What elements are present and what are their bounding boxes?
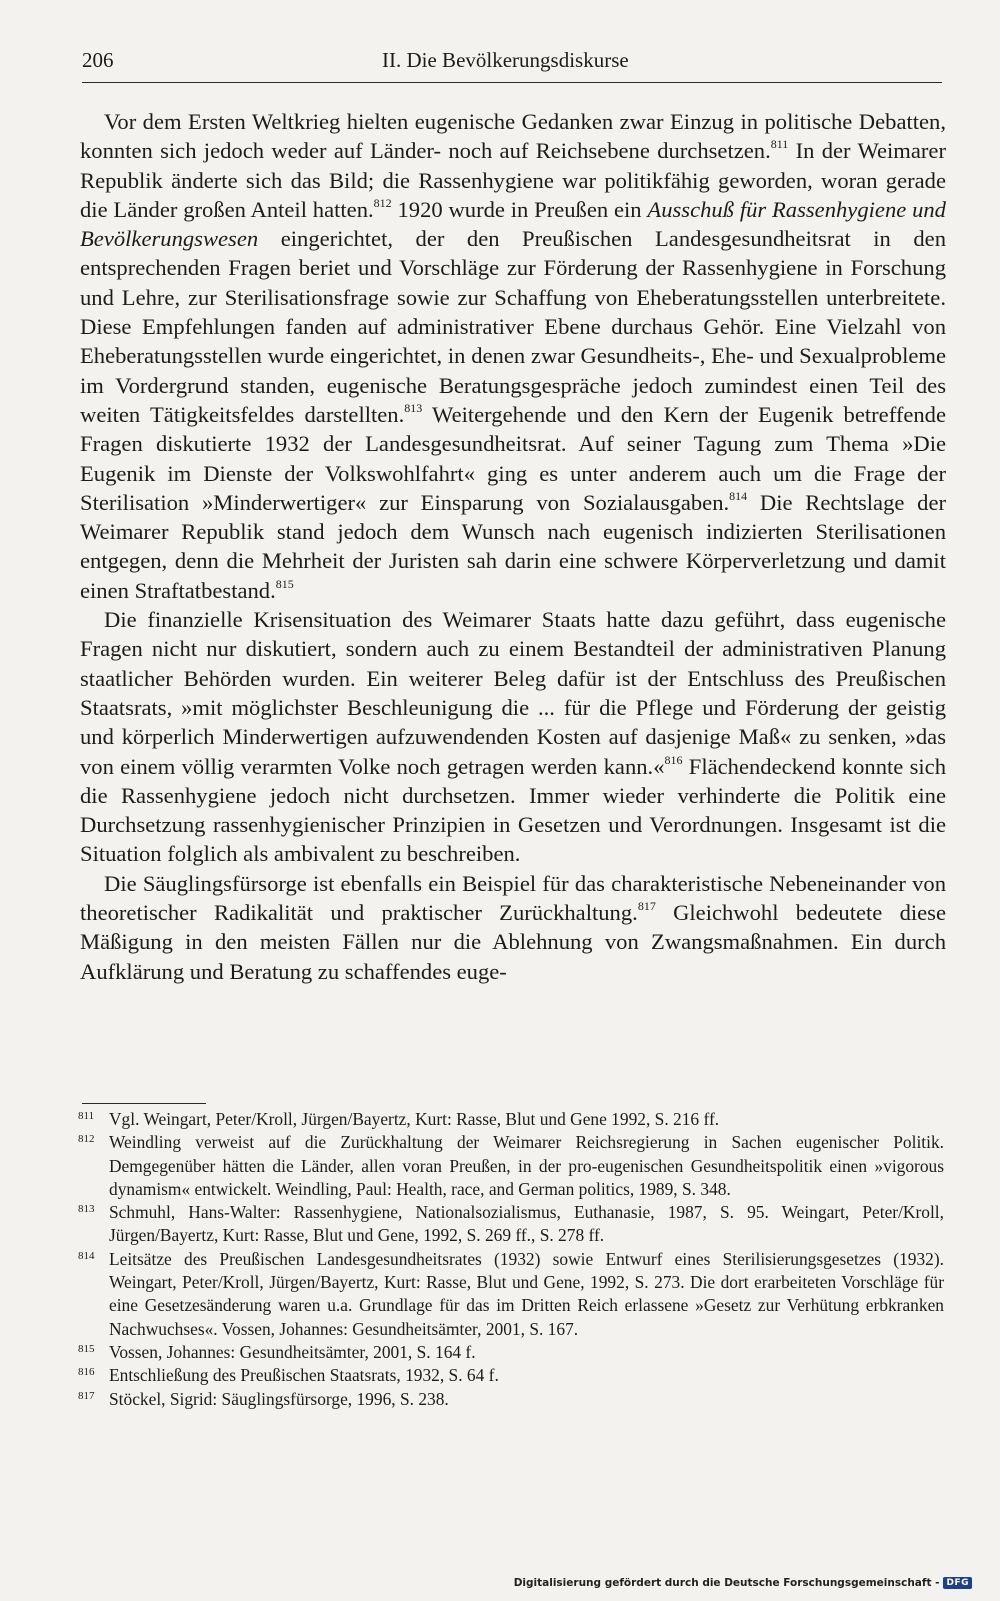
footnote-text: Weindling verweist auf die Zurückhaltung der Weimarer Reichsregierung in Sachen eugenischer Politik. Demgegenüber hätten die Länder, allen voran Preußen, in der pro-eugenischen Gesundheitspolitik einen »vigorous dynamism« entwickelt. Weindling, Paul: Health, race, and German politics, 1989, S. 348. (109, 1132, 944, 1199)
footnote-text: Schmuhl, Hans-Walter: Rassenhygiene, Nationalsozialismus, Euthanasie, 1987, S. 95. Weingart, Peter/Kroll, Jürgen/Bayertz, Kurt: Rasse, Blut und Gene, 1992, S. 269 ff., S. 278 ff. (109, 1202, 944, 1246)
paragraph-3 (80, 869, 946, 986)
dfg-logo-icon: DFG (943, 1577, 972, 1589)
text-run: Weitergehende und den Kern der Eugenik betreffende Fragen diskutierte 1932 der Landesgesundheitsrat. Auf seiner Tagung zum Thema »Die Eugenik im Dienste der Volkswohlfahrt« ging es unter anderem auch um die Frage der Sterilisation »Minderwertiger« zur Einsparung von Sozialausgaben. (80, 401, 946, 515)
footnote-number: 815 (78, 1342, 95, 1355)
text-run: Gleichwohl bedeutete diese Mäßigung in den meisten Fällen nur die Ablehnung von Zwangsmaßnahmen. Ein durch Aufklärung und Beratung zu schaffendes euge- (80, 900, 947, 984)
footnote-number: 813 (78, 1203, 95, 1216)
footnote-text: Entschließung des Preußischen Staatsrats, 1932, S. 64 f. (109, 1365, 499, 1386)
footnote-text: Vossen, Johannes: Gesundheitsämter, 2001, S. 164 f. (109, 1341, 476, 1362)
text-run: eingerichtet, der den Preußischen Landesgesundheitsrat in den entsprechenden Fragen beriet und Vorschläge zur Förderung der Rassenhygiene in Forschung und Lehre, zur Sterilisationsfrage sowie zur Schaffung von Eheberatungsstellen unterbreitete. Diese Empfehlungen fanden auf administrativer Ebene durchaus Gehör. Eine Vielzahl von Eheberatungsstellen wurde eingerichtet, in denen zwar Gesundheits-, Ehe- und Sexualprobleme im Vordergrund standen, eugenische Beratungsgespräche jedoch zumindest einen Teil des weiten Tätigkeitsfeldes darstellten. (80, 226, 946, 427)
text-run: Die finanzielle Krisensituation des Weimarer Staats hatte dazu geführt, dass eugenische Fragen nicht nur diskutiert, sondern auch zu einem Bestandteil der administrativen Planung staatlicher Behörden wurden. Ein weiterer Beleg dafür ist der Entschluss des Preußischen Staatsrats, »mit möglichster Beschleunigung die ... für die Pflege und Förderung der geistig und körperlich Minderwertigen aufzuwendenden Kosten auf dasjenige Maß« zu senken, »das von einem völlig verarmten Volke noch getragen werden kann.« (80, 607, 946, 779)
footnotes (78, 1108, 944, 1411)
text-run: Die Säuglingsfürsorge ist ebenfalls ein Beispiel für das charakteristische Nebeneinander von theoretischer Radikalität und praktischer Zurückhaltung. (80, 870, 946, 926)
footnote-number: 817 (78, 1389, 95, 1402)
footnote (78, 1388, 944, 1411)
footnote-ref[interactable]: 815 (275, 576, 294, 591)
text-run: Die Rechtslage der Weimarer Republik stand jedoch dem Wunsch nach eugenisch indizierten Sterilisationen entgegen, denn die Mehrheit der Juristen sah darin eine schwere Körperverletzung und damit einen Straftatbestand. (80, 489, 946, 603)
text-run: 1920 wurde in Preußen ein (391, 196, 648, 222)
footnote-text: Stöckel, Sigrid: Säuglingsfürsorge, 1996, S. 238. (109, 1388, 449, 1409)
page-header (82, 46, 942, 78)
footnote-number: 814 (78, 1249, 95, 1262)
text-run: Vor dem Ersten Weltkrieg hielten eugenische Gedanken zwar Einzug in politische Debatten, konnten sich jedoch weder auf Länder- noch auf Reichsebene durchsetzen. (80, 109, 946, 164)
text-run: In der Weimarer Republik änderte sich das Bild; die Rassenhygiene war politikfähig geworden, woran gerade die Länder großen Anteil hatten. (80, 138, 946, 222)
italic-title: Ausschuß für Rassenhygiene und Bevölkerungswesen (80, 196, 946, 252)
paragraph-1 (80, 107, 946, 605)
footnote-text: Vgl. Weingart, Peter/Kroll, Jürgen/Bayertz, Kurt: Rasse, Blut und Gene 1992, S. 216 ff. (109, 1109, 720, 1129)
footnote (78, 1364, 944, 1387)
footnote-ref[interactable]: 811 (770, 137, 789, 152)
footnote-rule (82, 1103, 206, 1104)
footnote-ref[interactable]: 817 (637, 899, 656, 914)
footnote-ref[interactable]: 812 (373, 195, 392, 210)
footnote (78, 1131, 944, 1201)
footnote-number: 812 (78, 1133, 95, 1146)
footnote-ref[interactable]: 816 (664, 752, 683, 767)
footnote-ref[interactable]: 813 (404, 400, 423, 415)
page-number: 206 (82, 48, 114, 72)
footnote (78, 1341, 944, 1364)
digitization-credit (514, 1577, 972, 1589)
paragraph-2 (80, 605, 946, 869)
credit-text: Digitalisierung gefördert durch die Deutsche Forschungsgemeinschaft - (513, 1577, 940, 1589)
text-run: Flächendeckend konnte sich die Rassenhygiene jedoch nicht durchsetzen. Immer wieder verhinderte die Politik eine Durchsetzung rassenhygienischer Prinzipien in Gesetzen und Verordnungen. Insgesamt ist die Situation folglich als ambivalent zu beschreiben. (80, 753, 946, 867)
footnote-number: 811 (78, 1110, 95, 1122)
running-head: II. Die Bevölkerungsdiskurse (382, 48, 629, 72)
footnote-text: Leitsätze des Preußischen Landesgesundheitsrates (1932) sowie Entwurf eines Sterilisierungsgesetzes (1932). Weingart, Peter/Kroll, Jürgen/Bayertz, Kurt: Rasse, Blut und Gene, 1992, S. 273. Die dort erarbeiteten Vorschläge für eine Gesetzesänderung waren u.a. Grundlage für das im Dritten Reich erlassene »Gesetz zur Verhütung erbkranken Nachwuchses«. Vossen, Johannes: Gesundheitsämter, 2001, S. 167. (109, 1248, 944, 1339)
footnote-number: 816 (78, 1366, 95, 1379)
header-rule (82, 82, 942, 83)
footnote (78, 1108, 944, 1131)
main-text (80, 107, 946, 986)
footnote-ref[interactable]: 814 (729, 488, 748, 503)
footnote (78, 1201, 944, 1248)
footnote (78, 1248, 944, 1341)
